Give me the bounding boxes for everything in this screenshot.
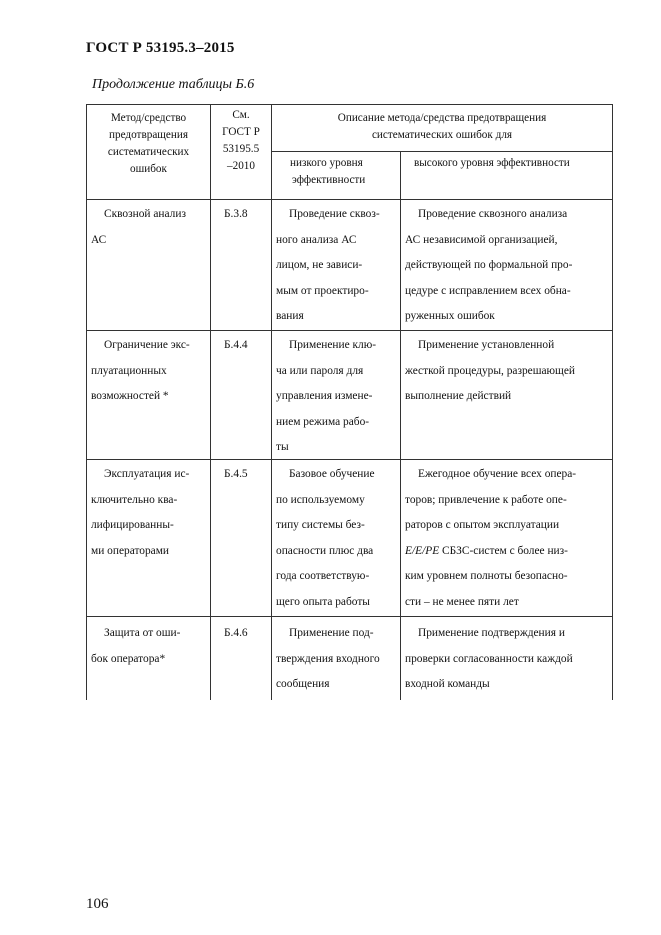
row1-low <box>276 202 380 330</box>
row3-high-line-text: СБЗС-систем с более низ- <box>442 544 568 557</box>
row2-high-line: Применение установленной <box>418 339 555 351</box>
page-number: 106 <box>86 896 109 912</box>
row1-low-line: Проведение сквоз- <box>289 208 380 220</box>
row1-high-line: АС независимой организацией, <box>405 233 558 246</box>
row1-high-line: действующей по формальной про- <box>405 259 573 271</box>
row2-low-line: нием режима рабо- <box>276 415 370 428</box>
row4-high <box>405 621 573 698</box>
row3-low-line: типу системы без- <box>276 519 365 531</box>
row4-method <box>91 621 180 672</box>
header-reference-line: ГОСТ Р <box>222 126 260 138</box>
header-method-line: систематических <box>107 146 190 158</box>
row1-low-line: ного анализа АС <box>276 233 357 246</box>
document-standard-number: ГОСТ Р 53195.3–2015 <box>86 40 235 56</box>
header-reference-line: 53195.5 <box>222 143 260 155</box>
table-border-col4 <box>400 151 401 700</box>
row2-high-line: жесткой процедуры, разрешающей <box>405 364 575 377</box>
table-border-col2 <box>210 104 211 700</box>
row3-reference <box>224 462 248 488</box>
row4-low-line: сообщения <box>276 678 330 690</box>
table-border-left <box>86 104 87 700</box>
row2-low <box>276 333 376 461</box>
row3-method-line: Эксплуатация ис- <box>104 468 190 480</box>
row1-high-line: руженных ошибок <box>405 310 495 322</box>
row3-high-line: Ежегодное обучение всех опера- <box>418 468 577 480</box>
table-border-row3 <box>86 616 612 617</box>
row1-reference-value: Б.3.8 <box>224 208 248 220</box>
table-border-top <box>86 104 612 105</box>
table-border-row1 <box>86 330 612 331</box>
header-high-efficiency <box>414 155 612 172</box>
row3-low <box>276 462 375 615</box>
header-method-line: ошибок <box>130 163 167 175</box>
row3-method-line: лифицированны- <box>91 519 174 531</box>
header-description-line: Описание метода/средства предотвращения <box>337 112 547 124</box>
row4-method-line: бок оператора* <box>91 652 166 665</box>
row1-high-line: цедуре с исправлением всех обна- <box>405 284 571 297</box>
header-reference-line: См. <box>232 109 250 121</box>
row3-low-line: года соответствую- <box>276 570 370 582</box>
row3-high-line: торов; привлечение к работе опе- <box>405 493 567 506</box>
row3-low-line: опасности плюс два <box>276 544 374 557</box>
row2-low-line: ты <box>276 441 289 453</box>
row1-high-line: Проведение сквозного анализа <box>418 208 568 220</box>
row4-reference <box>224 621 248 647</box>
row3-high-line: ким уровнем полноты безопасно- <box>405 570 568 582</box>
row3-reference-value: Б.4.5 <box>224 468 248 480</box>
row1-method-line: АС <box>91 233 107 246</box>
table-border-right <box>612 104 613 700</box>
row2-reference-value: Б.4.4 <box>224 339 248 351</box>
row1-low-line: мым от проектиро- <box>276 284 369 297</box>
header-method-line: Метод/средство <box>110 112 187 124</box>
row4-reference-value: Б.4.6 <box>224 627 248 639</box>
row1-low-line: лицом, не зависи- <box>276 259 363 271</box>
row2-high-line: выполнение действий <box>405 390 512 402</box>
row2-method-line: плуатационных <box>91 364 167 377</box>
header-reference <box>211 107 271 175</box>
header-description-line: систематических ошибок для <box>371 129 513 141</box>
row2-method-line: возможностей * <box>91 390 169 402</box>
row3-low-line: по используемому <box>276 493 365 506</box>
row1-method-line: Сквозной анализ <box>104 208 186 220</box>
row3-method-line: ми операторами <box>91 544 170 557</box>
table-border-subheader <box>271 151 612 152</box>
row3-high-line: раторов с опытом эксплуатации <box>405 519 560 531</box>
header-low-efficiency <box>276 155 394 189</box>
row4-high-line: Применение подтверждения и <box>418 627 565 639</box>
header-low-line: низкого уровня <box>290 157 363 169</box>
row2-method <box>91 333 190 410</box>
row2-high <box>405 333 575 410</box>
row1-reference <box>224 202 248 228</box>
row3-high-line: сти – не менее пяти лет <box>405 595 519 608</box>
row3-high-prefix: E/E/PE <box>405 544 440 557</box>
row4-high-line: входной команды <box>405 678 490 690</box>
row3-high <box>405 462 576 615</box>
row2-method-line: Ограничение экс- <box>104 339 190 351</box>
row4-low-line: тверждения входного <box>276 652 380 665</box>
row2-low-line: ча или пароля для <box>276 364 364 377</box>
row1-high <box>405 202 572 330</box>
row2-low-line: управления измене- <box>276 390 373 402</box>
row4-low <box>276 621 380 698</box>
table-continuation-caption: Продолжение таблицы Б.6 <box>92 77 255 92</box>
header-method <box>87 110 210 178</box>
header-description <box>272 110 612 144</box>
row3-low-line: щего опыта работы <box>276 595 370 608</box>
table-border-col3 <box>271 104 272 700</box>
row3-method <box>91 462 189 564</box>
row1-method <box>91 202 186 253</box>
header-high-line: высокого уровня эффективности <box>414 157 570 169</box>
row3-low-line: Базовое обучение <box>289 468 375 480</box>
row2-low-line: Применение клю- <box>289 339 377 351</box>
row4-low-line: Применение под- <box>289 627 374 639</box>
header-reference-line: –2010 <box>227 160 255 172</box>
row4-method-line: Защита от оши- <box>104 627 181 639</box>
row1-low-line: вания <box>276 310 304 322</box>
row3-high-line-with-prefix <box>405 539 576 565</box>
row3-method-line: ключительно ква- <box>91 493 178 506</box>
row2-reference <box>224 333 248 359</box>
header-method-line: предотвращения <box>109 129 188 141</box>
row4-high-line: проверки согласованности каждой <box>405 652 573 665</box>
header-low-line: эффективности <box>292 174 366 186</box>
table-border-header-bottom <box>86 199 612 200</box>
